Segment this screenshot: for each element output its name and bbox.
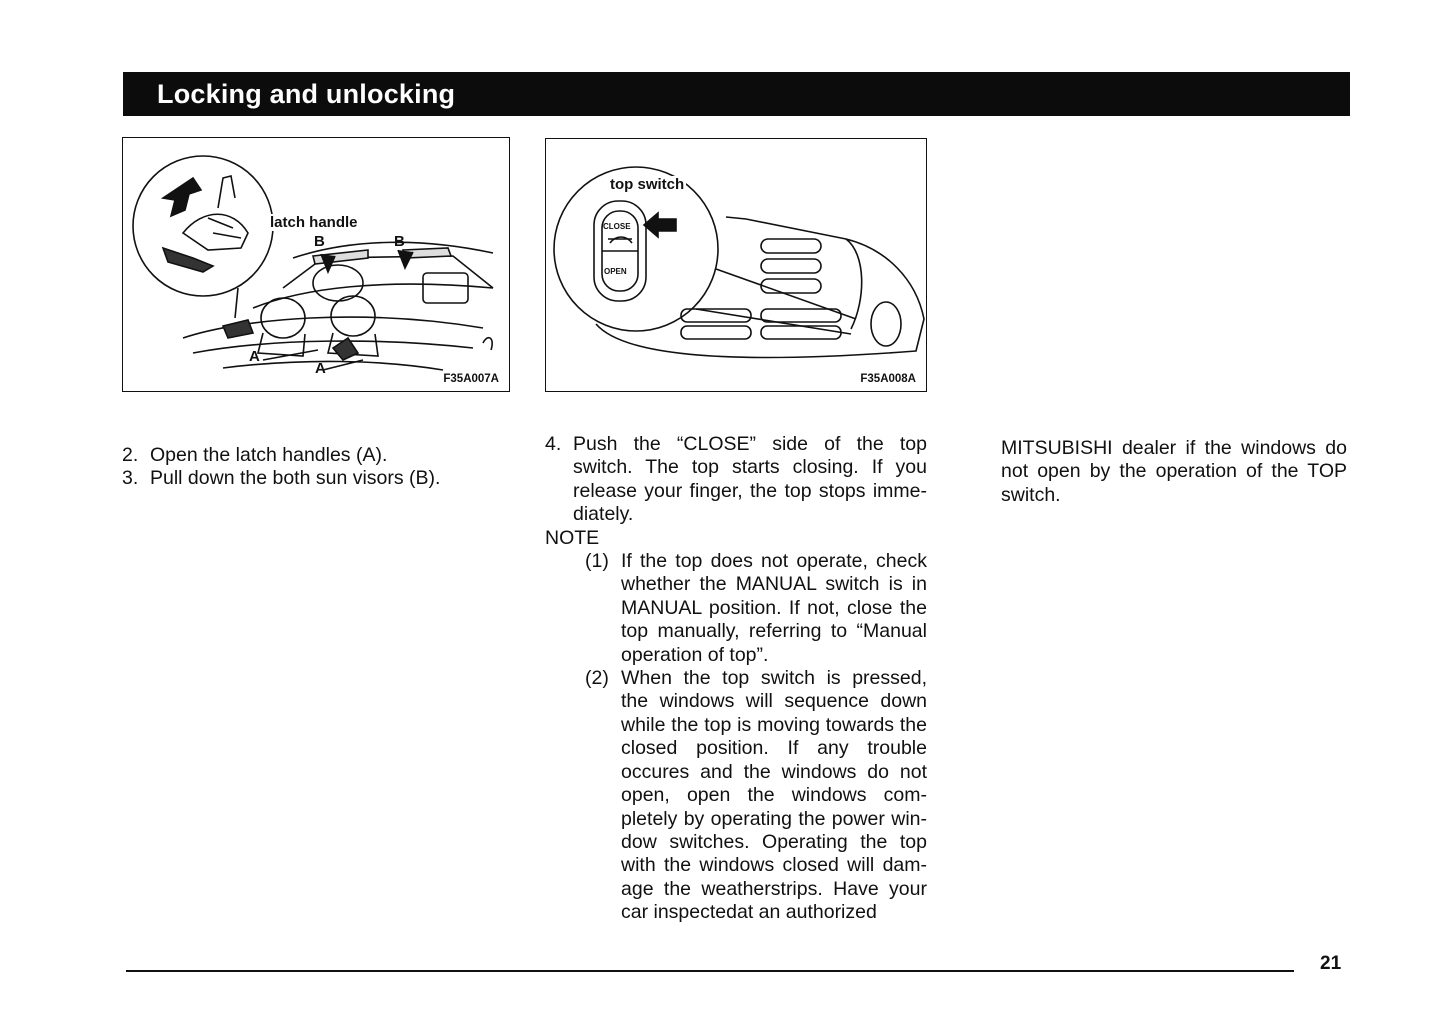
switch-close-label: CLOSE <box>603 222 631 231</box>
step-text: Push the “CLOSE” side of the top switch. The top starts closing. If you release your finger, the top stops imme-diately. <box>573 433 927 526</box>
figure-top-switch <box>545 138 927 392</box>
figure-code: F35A008A <box>860 373 916 385</box>
left-column <box>122 444 507 491</box>
note-number: (2) <box>585 667 609 690</box>
latch-handle-illustration <box>123 138 508 390</box>
mark-b-left: B <box>314 233 325 250</box>
middle-column <box>545 433 927 925</box>
switch-open-label: OPEN <box>604 267 627 276</box>
step-item <box>545 433 927 527</box>
figure-code: F35A007A <box>443 373 499 385</box>
right-column <box>1001 437 1347 507</box>
figure-latch-handle <box>122 137 510 392</box>
page-number: 21 <box>1320 953 1342 974</box>
step-item <box>122 444 507 467</box>
note-title: NOTE <box>545 526 600 549</box>
footer-rule <box>126 970 1294 972</box>
step-text: Open the latch handles (A). <box>150 444 388 466</box>
top-switch-illustration <box>546 139 925 390</box>
inset-circle <box>133 156 273 296</box>
note-number: (1) <box>585 550 609 573</box>
section-header-bar <box>123 72 1350 116</box>
step-number: 4. <box>545 433 562 455</box>
note-item <box>545 667 927 924</box>
note-text: If the top does not operate, check whether the MANUAL switch is in MANUAL position. If not, close the top manually, referring to “Manual operation of top”. <box>621 550 927 666</box>
top-switch-callout: top switch <box>610 176 685 193</box>
mark-a-bottom: A <box>315 360 326 377</box>
step-item <box>122 467 507 490</box>
mark-a-left: A <box>249 348 260 365</box>
latch-handle-callout: latch handle <box>270 214 358 231</box>
step-number: 2. <box>122 444 139 466</box>
step-text: Pull down the both sun visors (B). <box>150 467 441 490</box>
step-number: 3. <box>122 467 139 490</box>
note-text: When the top switch is pressed, the windows will sequence down while the top is moving towards the closed position. If any trouble occures and the windows do not open, open the windows com-pletely by operating the power win-dow switches. Operating the top with the windows closed will dam-age the weatherstrips. Have your car inspectedat an authorized <box>621 667 927 924</box>
mark-b-right: B <box>394 233 405 250</box>
section-title: Locking and unlocking <box>157 79 456 109</box>
continued-text: MITSUBISHI dealer if the windows do not open by the operation of the TOP switch. <box>1001 437 1347 506</box>
note-item <box>545 550 927 667</box>
